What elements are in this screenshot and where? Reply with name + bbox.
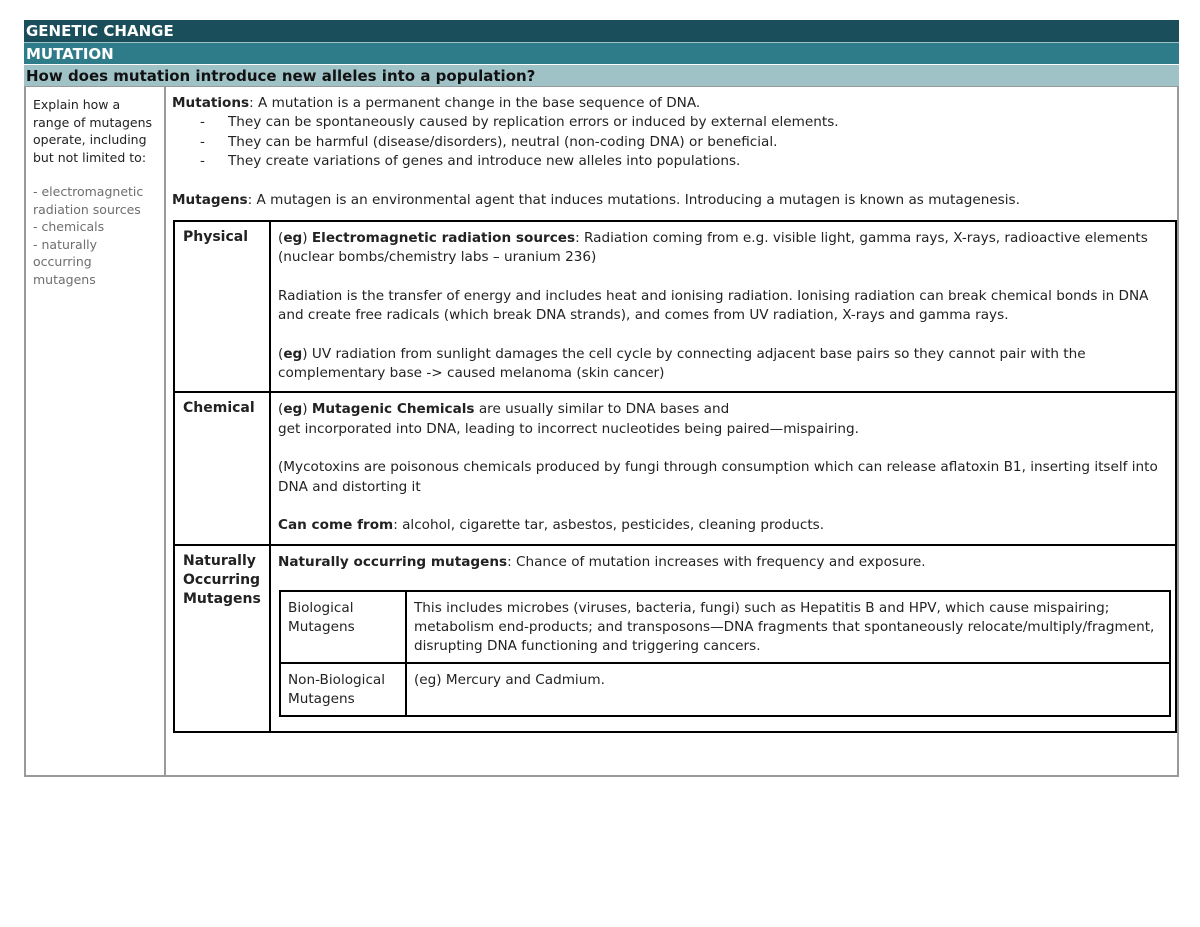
subtopic-title: MUTATION [24, 42, 1179, 64]
content-area [24, 86, 1179, 777]
chemical-description: (eg) Mutagenic Chemicals are usually similar to DNA bases and get incorporated into DNA, leading to incorrect nucleotides being paired—mispairing. (Mycotoxins are poisonous chemicals produced by fungi through consumption which can release aflatoxin B1, inserting itself into DNA and distorting it Can come from: alcohol, cigarette tar, asbestos, pesticides, cleaning products. [270, 392, 1176, 544]
list-item: - They can be spontaneously caused by replication errors or induced by external elements. [200, 113, 1177, 132]
biological-description: This includes microbes (viruses, bacteria, fungi) such as Hepatitis B and HPV, which cause mispairing; metabolism end-products; and transposons—DNA fragments that spontaneously relocate/multiply/fragment, disrupting DNA functioning and triggering cancers. [406, 591, 1170, 663]
inquiry-question: How does mutation introduce new alleles into a population? [24, 64, 1179, 86]
category-natural: Naturally Occurring Mutagens [174, 545, 270, 732]
natural-mutagens-table [279, 590, 1171, 717]
category-chemical: Chemical [174, 392, 270, 544]
table-row-physical [174, 221, 1176, 392]
syllabus-item: - chemicals [33, 219, 105, 234]
syllabus-item: - electromagnetic radiation sources [33, 184, 144, 217]
mutagens-definition: Mutagens: A mutagen is an environmental agent that induces mutations. Introducing a mutagen is known as mutagenesis. [172, 191, 1020, 208]
table-row [280, 663, 1170, 716]
table-row [280, 591, 1170, 663]
category-physical: Physical [174, 221, 270, 392]
mutagen-types-table [173, 220, 1177, 733]
topic-title: GENETIC CHANGE [24, 20, 1179, 42]
table-row-natural [174, 545, 1176, 732]
mutagens-term: Mutagens [172, 191, 248, 208]
biological-label: Biological Mutagens [280, 591, 406, 663]
non-biological-label: Non-Biological Mutagens [280, 663, 406, 716]
list-item: - They create variations of genes and introduce new alleles into populations. [200, 152, 1177, 171]
mutations-bullets [172, 113, 1177, 171]
notes-column [166, 87, 1177, 775]
document [24, 20, 1179, 777]
list-item: - They can be harmful (disease/disorders), neutral (non-coding DNA) or beneficial. [200, 133, 1177, 152]
syllabus-intro: Explain how a range of mutagens operate, including but not limited to: [33, 97, 153, 165]
syllabus-column [26, 87, 166, 775]
natural-description: Naturally occurring mutagens: Chance of mutation increases with frequency and exposure. Biological Mutagens This includes microbes (viruses, bacteria, fungi) such as Hepatitis B and HPV, which cause mispairing; metabolism end-products; and transposons—DNA fragments that spontaneously relocate/multiply/fragment, disrupting DNA functioning and triggering cancers. Non-Biological Mutagens (eg) Mercury and Cadmium. [270, 545, 1176, 732]
syllabus-item: - naturally occurring mutagens [33, 236, 98, 287]
non-biological-description: (eg) Mercury and Cadmium. [406, 663, 1170, 716]
mutations-definition: Mutations: A mutation is a permanent change in the base sequence of DNA. [172, 95, 701, 111]
physical-description: (eg) Electromagnetic radiation sources: Radiation coming from e.g. visible light, gamma rays, X-rays, radioactive elements (nuclear bombs/chemistry labs – uranium 236) Radiation is the transfer of energy and includes heat and ionising radiation. Ionising radiation can break chemical bonds in DNA and create free radicals (which break DNA strands), and comes from UV radiation, X-rays and gamma rays. (eg) UV radiation from sunlight damages the cell cycle by connecting adjacent base pairs so they cannot pair with the complementary base -> caused melanoma (skin cancer) [270, 221, 1176, 392]
mutations-term: Mutations [172, 95, 250, 111]
table-row-chemical [174, 392, 1176, 544]
